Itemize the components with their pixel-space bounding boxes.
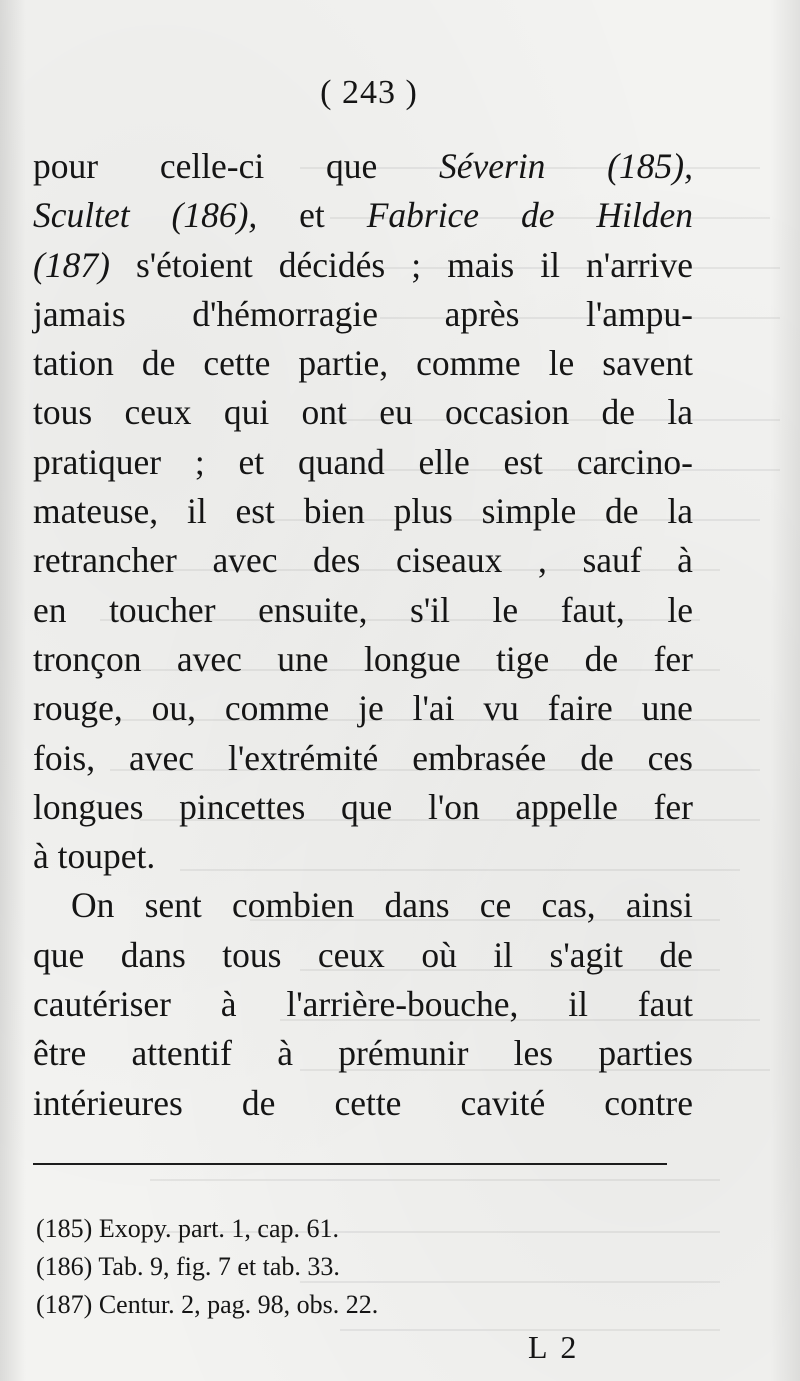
- footnote-ref: (187): [33, 244, 110, 285]
- word: avec: [212, 540, 278, 581]
- word: pincettes: [179, 786, 306, 827]
- word: à: [677, 540, 693, 581]
- word: tous: [33, 392, 93, 433]
- word: l'on: [427, 786, 480, 827]
- word: s'étoient: [135, 244, 253, 285]
- word: ou,: [151, 688, 196, 729]
- word: ces: [647, 737, 693, 778]
- word: carcino-: [576, 441, 693, 482]
- word: je: [358, 688, 384, 729]
- footnote-rule: [33, 1163, 667, 1165]
- text-line: [33, 241, 693, 290]
- text-line: [33, 635, 693, 684]
- text-line: [33, 881, 693, 930]
- word: quand: [297, 441, 385, 482]
- word: comme: [416, 343, 521, 384]
- word: elle: [418, 441, 470, 482]
- word: occasion: [445, 392, 570, 433]
- word: fois,: [33, 737, 96, 778]
- text-line: [33, 290, 693, 339]
- word: longue: [363, 638, 461, 679]
- footnote: (186) Tab. 9, fig. 7 et tab. 33.: [36, 1252, 340, 1281]
- word: eu: [379, 392, 413, 433]
- word: combien: [231, 885, 355, 926]
- word: faire: [547, 688, 613, 729]
- word: à: [220, 984, 237, 1025]
- word: comme: [224, 688, 330, 729]
- word: ensuite,: [258, 589, 368, 630]
- word: être: [33, 1033, 87, 1074]
- word: fer: [653, 638, 693, 679]
- word: il: [568, 984, 588, 1025]
- word: des: [313, 540, 361, 581]
- word: ceux: [124, 392, 192, 433]
- word: de: [584, 638, 619, 679]
- word: cette: [203, 343, 271, 384]
- word: ;: [194, 441, 205, 482]
- author-name: Séverin: [438, 146, 546, 186]
- word: à: [33, 836, 49, 877]
- word: dans: [120, 934, 186, 975]
- word: attentif: [131, 1033, 232, 1074]
- word: et: [238, 441, 265, 482]
- word: contre: [604, 1082, 693, 1123]
- text-line: [33, 142, 693, 191]
- word: après: [444, 293, 520, 334]
- word: de: [659, 934, 693, 975]
- word: cas,: [541, 885, 596, 926]
- word: appelle: [515, 786, 618, 827]
- word: toucher: [109, 589, 216, 630]
- text-line: [33, 931, 693, 980]
- word: s'il: [410, 589, 450, 630]
- word: ,: [537, 540, 547, 581]
- author-name: Fabrice: [366, 195, 480, 236]
- word: est: [235, 491, 275, 532]
- text-line: [33, 832, 693, 881]
- word: que: [33, 934, 85, 975]
- word: sent: [144, 885, 202, 926]
- word: avec: [176, 638, 242, 679]
- text-line: [33, 487, 693, 536]
- word: intérieures: [33, 1082, 183, 1123]
- word: l'ampu-: [586, 293, 693, 334]
- word: les: [513, 1033, 554, 1074]
- word: et: [299, 195, 325, 236]
- word: avec: [129, 737, 195, 778]
- word: où: [421, 934, 457, 975]
- author-name: Scultet: [33, 195, 130, 236]
- word: l'arrière-bouche,: [286, 984, 519, 1025]
- text-line: [33, 438, 693, 487]
- word: une: [641, 688, 693, 729]
- word: est: [503, 441, 543, 482]
- word: jamais: [33, 293, 126, 334]
- word: vu: [483, 688, 519, 729]
- page-number: ( 243 ): [320, 74, 418, 111]
- word: il: [186, 491, 207, 532]
- word: ce: [479, 885, 512, 926]
- word: ont: [301, 392, 347, 433]
- word: de: [605, 491, 639, 532]
- body-text: [33, 142, 693, 1128]
- footnote: (185) Exopy. part. 1, cap. 61.: [36, 1214, 340, 1243]
- word: la: [667, 392, 693, 433]
- text-line: [33, 783, 693, 832]
- word: rouge,: [33, 688, 123, 729]
- word: ceux: [317, 934, 385, 975]
- word: partie,: [298, 343, 389, 384]
- word: parties: [598, 1033, 693, 1074]
- word: prémunir: [338, 1033, 469, 1074]
- word: sauf: [582, 540, 642, 581]
- word: que: [325, 146, 378, 186]
- word: décidés: [278, 244, 386, 285]
- word: il: [540, 244, 561, 285]
- text-line: [33, 536, 693, 585]
- word: d'hémorragie: [192, 293, 379, 334]
- word: faut,: [560, 589, 625, 630]
- word: de: [241, 1082, 276, 1123]
- text-line: [33, 388, 693, 437]
- word: pratiquer: [33, 441, 162, 482]
- text-line: [33, 1079, 693, 1128]
- word: tronçon: [33, 638, 142, 679]
- word: tige: [496, 638, 550, 679]
- word: simple: [481, 491, 577, 532]
- text-line: [33, 1029, 693, 1078]
- word: à: [277, 1033, 294, 1074]
- text-line: [33, 191, 693, 240]
- word: bien: [303, 491, 365, 532]
- footnotes: [36, 1210, 676, 1324]
- footnote: (187) Centur. 2, pag. 98, obs. 22.: [36, 1290, 379, 1319]
- text-line: [33, 980, 693, 1029]
- word: une: [277, 638, 329, 679]
- word: dans: [384, 885, 450, 926]
- word: tation: [33, 343, 114, 384]
- word: n'arrive: [586, 244, 693, 285]
- word: mais: [447, 244, 515, 285]
- word: faut: [637, 984, 693, 1025]
- author-name: Hilden: [596, 195, 693, 236]
- word: la: [667, 491, 693, 532]
- word: le: [667, 589, 693, 630]
- word: il: [493, 934, 514, 975]
- text-line: [33, 684, 693, 733]
- word: longues: [33, 786, 144, 827]
- text-line: [33, 734, 693, 783]
- word: l'ai: [412, 688, 455, 729]
- word: ainsi: [625, 885, 693, 926]
- footnote-ref: (186),: [171, 195, 258, 236]
- word: cautériser: [33, 984, 171, 1025]
- word: que: [341, 786, 393, 827]
- word: cette: [334, 1082, 402, 1123]
- text-line: [33, 586, 693, 635]
- word: retrancher: [33, 540, 177, 581]
- word: tous: [222, 934, 282, 975]
- word: de: [141, 343, 176, 384]
- word: toupet.: [57, 836, 156, 877]
- word: On: [71, 885, 115, 926]
- word: mateuse,: [33, 491, 159, 532]
- word: qui: [223, 392, 270, 433]
- word: pour: [33, 146, 99, 186]
- signature-mark: L 2: [528, 1329, 580, 1365]
- word: de: [580, 737, 614, 778]
- word: ;: [411, 244, 422, 285]
- word: de: [601, 392, 636, 433]
- author-name: de: [520, 195, 555, 236]
- text-line: [33, 339, 693, 388]
- word: l'extrémité: [228, 737, 379, 778]
- word: le: [492, 589, 519, 630]
- footnote-ref: (185),: [607, 146, 693, 186]
- word: ciseaux: [395, 540, 503, 581]
- word: fer: [653, 786, 693, 827]
- word: le: [548, 343, 575, 384]
- word: cavité: [460, 1082, 546, 1123]
- word: savent: [602, 343, 693, 384]
- word: s'agit: [549, 934, 623, 975]
- word: plus: [393, 491, 453, 532]
- word: en: [33, 589, 67, 630]
- word: celle-ci: [159, 146, 265, 186]
- word: embrasée: [412, 737, 547, 778]
